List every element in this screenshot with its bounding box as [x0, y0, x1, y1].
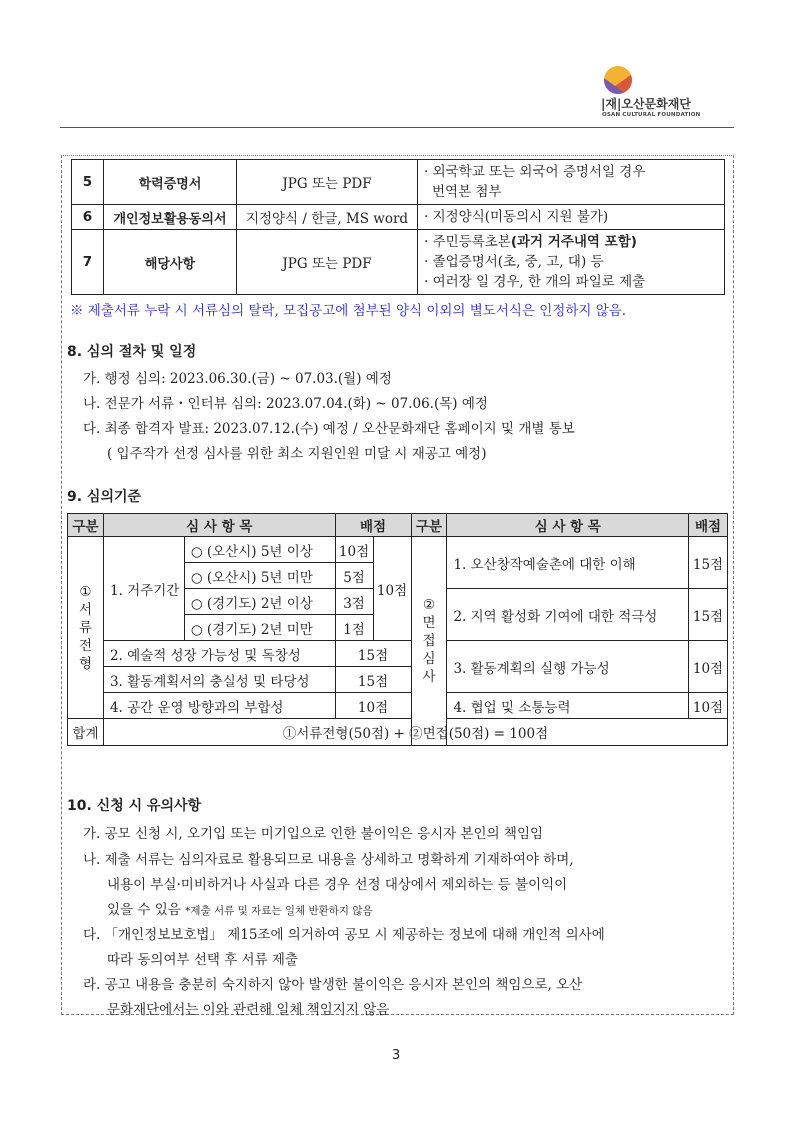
schedule-item: 나. 전문가 서류・인터뷰 심의: 2023.07.04.(화) ~ 07.06.(목) 예정: [83, 396, 488, 412]
interview-score: 15점: [688, 537, 727, 589]
note-line: · 지정양식(미동의시 지원 불가): [424, 209, 609, 225]
caution-item: 가. 공모 신청 시, 오기입 또는 미기입으로 인한 불이익은 응시자 본인의 책임임: [83, 826, 544, 842]
table-row: [72, 160, 725, 205]
header-category: 구분: [411, 514, 447, 537]
submission-warning: ※ 제출서류 누락 시 서류심의 탈락, 모집공고에 첨부된 양식 이외의 별도서식은 인정하지 않음.: [70, 303, 627, 319]
document-name: 개인정보활용동의서: [104, 205, 237, 230]
logo-english-text: OSAN CULTURAL FOUNDATION: [602, 112, 701, 118]
header-score: 배점: [688, 514, 727, 537]
header-item: 심 사 항 목: [103, 514, 335, 537]
caution-item-cont: 따라 동의여부 선택 후 서류 제출: [107, 952, 298, 968]
table-row: [72, 205, 725, 230]
doc-review-item: 4. 공간 운영 방향과의 부합성: [103, 693, 335, 719]
interview-item: 4. 협업 및 소통능력: [447, 693, 689, 719]
schedule-item: 다. 최종 합격자 발표: 2023.07.12.(수) 예정 / 오산문화재단 홈페이지 및 개별 통보: [83, 421, 575, 437]
note-line: · 졸업증명서(초, 중, 고, 대) 등: [424, 254, 604, 270]
doc-review-score: 15점: [335, 641, 411, 667]
interview-label: ② 면 접 심 사: [411, 537, 447, 746]
document-note: [418, 160, 725, 205]
header-divider: [60, 127, 734, 128]
document-format: JPG 또는 PDF: [237, 160, 418, 205]
caution-item: 다. 「개인정보보호법」 제15조에 의거하여 공모 시 제공하는 정보에 대해 개인적 의사에: [83, 927, 605, 943]
document-note: [418, 205, 725, 230]
logo-korean-text: |재|오산문화재단: [601, 97, 691, 111]
interview-item: 1. 오산창작예술촌에 대한 이해: [447, 537, 689, 589]
residence-option: ○ (오산시) 5년 이상: [184, 537, 335, 563]
residence-option: ○ (오산시) 5년 미만: [184, 563, 335, 589]
residence-label: 1. 거주기간: [103, 537, 184, 641]
residence-option: ○ (경기도) 2년 미만: [184, 615, 335, 641]
section-9-title: 9. 심의기준: [67, 489, 142, 505]
evaluation-criteria-table: [67, 513, 728, 746]
row-number: 7: [72, 230, 104, 295]
doc-review-score: 15점: [335, 667, 411, 693]
header-item: 심 사 항 목: [447, 514, 689, 537]
header-score: 배점: [335, 514, 411, 537]
return-note: *제출 서류 및 자료는 일체 반환하지 않음: [185, 905, 373, 917]
interview-score: 15점: [688, 589, 727, 641]
interview-item: 3. 활동계획의 실행 가능성: [447, 641, 689, 693]
residence-option-score: 5점: [335, 563, 373, 589]
header-category: 구분: [68, 514, 104, 537]
doc-review-score: 10점: [335, 693, 411, 719]
caution-item-cont: 내용이 부실·미비하거나 사실과 다른 경우 선정 대상에서 제외하는 등 불이익이: [107, 877, 568, 893]
interview-score: 10점: [688, 641, 727, 693]
doc-review-label: ① 서 류 전 형: [68, 537, 104, 719]
interview-score: 10점: [688, 693, 727, 719]
note-line: · 외국학교 또는 외국어 증명서일 경우: [424, 164, 646, 180]
document-format: 지정양식 / 한글, MS word: [237, 205, 418, 230]
table-row: [72, 230, 725, 295]
residence-option-score: 10점: [335, 537, 373, 563]
caution-item: 나. 제출 서류는 심의자료로 활용되므로 내용을 상세하고 명확하게 기재하여야 하며,: [83, 852, 574, 868]
logo-mark-icon: [604, 66, 632, 94]
foundation-logo: [601, 66, 731, 121]
note-line: · 주민등록초본(과거 거주내역 포함): [424, 234, 637, 250]
note-line: 번역본 첨부: [432, 184, 502, 200]
caution-item: 라. 공고 내용을 충분히 숙지하지 않아 발생한 불이익은 응시자 본인의 책임으로, 오산: [83, 977, 583, 993]
note-line: · 여러장 일 경우, 한 개의 파일로 제출: [424, 274, 646, 290]
section-8-title: 8. 심의 절차 및 일정: [67, 344, 197, 360]
row-number: 5: [72, 160, 104, 205]
caution-item-cont: 문화재단에서는 이와 관련해 일체 책임지지 않음: [107, 1002, 390, 1018]
total-label: 합계: [68, 719, 104, 746]
residence-option-score: 1점: [335, 615, 373, 641]
schedule-item: 가. 행정 심의: 2023.06.30.(금) ~ 07.03.(월) 예정: [83, 371, 392, 387]
section-10-title: 10. 신청 시 유의사항: [67, 798, 202, 814]
residence-option-score: 3점: [335, 589, 373, 615]
document-name: 학력증명서: [104, 160, 237, 205]
total-value: ①서류전형(50점) + ②면접(50점) = 100점: [103, 719, 727, 746]
submission-documents-table: [71, 159, 725, 295]
doc-review-item: 3. 활동계획서의 충실성 및 타당성: [103, 667, 335, 693]
page-number: 3: [392, 1048, 401, 1063]
schedule-note: ( 입주작가 선정 심사를 위한 최소 지원인원 미달 시 재공고 예정): [107, 446, 487, 462]
document-note: [418, 230, 725, 295]
interview-item: 2. 지역 활성화 기여에 대한 적극성: [447, 589, 689, 641]
document-format: JPG 또는 PDF: [237, 230, 418, 295]
document-name: 해당사항: [104, 230, 237, 295]
row-number: 6: [72, 205, 104, 230]
residence-total-score: 10점: [373, 537, 411, 641]
residence-option: ○ (경기도) 2년 이상: [184, 589, 335, 615]
doc-review-item: 2. 예술적 성장 가능성 및 독창성: [103, 641, 335, 667]
caution-item-cont: 있을 수 있음 *제출 서류 및 자료는 일체 반환하지 않음: [107, 902, 373, 918]
